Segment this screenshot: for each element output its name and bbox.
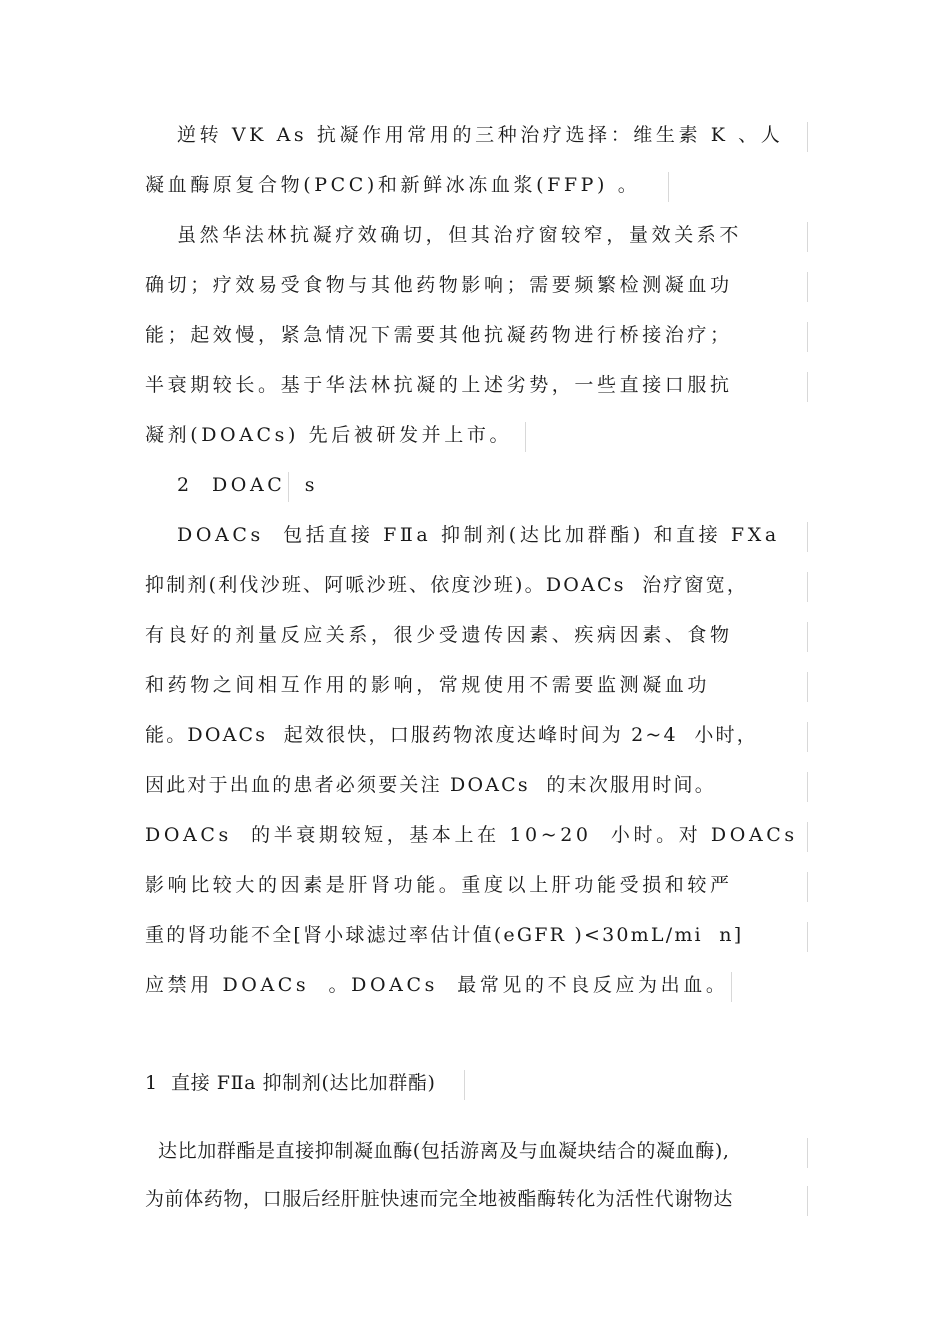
paragraph-line: DOACs 的半衰期较短，基本上在 10~20 小时。对 DOACs	[145, 822, 808, 852]
paragraph-line: DOACs 包括直接 FⅡa 抑制剂(达比加群酯) 和直接 FⅩa	[177, 522, 808, 552]
paragraph-line: 为前体药物，口服后经肝脏快速而完全地被酯酶转化为活性代谢物达	[145, 1186, 808, 1216]
paragraph-line: 重的肾功能不全[肾小球滤过率估计值(eGFR )<30mL/mi n]	[145, 922, 808, 952]
paragraph-line: 凝剂(DOACs) 先后被研发并上市。	[145, 422, 526, 452]
paragraph-line: 凝血酶原复合物(PCC)和新鲜冰冻血浆(FFP) 。	[145, 172, 669, 202]
paragraph-line: 应禁用 DOACs 。DOACs 最常见的不良反应为出血。	[145, 972, 732, 1002]
section-heading: 2 DOAC s	[177, 472, 289, 502]
paragraph-line: 影响比较大的因素是肝肾功能。重度以上肝功能受损和较严	[145, 872, 808, 902]
paragraph-line: 逆转 VK As 抗凝作用常用的三种治疗选择：维生素 K 、人	[177, 122, 808, 152]
paragraph-line: 有良好的剂量反应关系，很少受遗传因素、疾病因素、食物	[145, 622, 808, 652]
paragraph-line: 和药物之间相互作用的影响，常规使用不需要监测凝血功	[145, 672, 808, 702]
paragraph-line: 能；起效慢，紧急情况下需要其他抗凝药物进行桥接治疗；	[145, 322, 808, 352]
paragraph-line: 能。DOACs 起效很快，口服药物浓度达峰时间为 2~4 小时，	[145, 722, 808, 752]
subsection-heading: 1 直接 FⅡa 抑制剂(达比加群酯)	[145, 1070, 465, 1100]
paragraph-line: 因此对于出血的患者必须要关注 DOACs 的末次服用时间。	[145, 772, 808, 802]
paragraph-line: 半衰期较长。基于华法林抗凝的上述劣势，一些直接口服抗	[145, 372, 808, 402]
paragraph-line: 达比加群酯是直接抑制凝血酶(包括游离及与血凝块结合的凝血酶),	[158, 1138, 808, 1168]
paragraph-line: 抑制剂(利伐沙班、阿哌沙班、依度沙班)。DOACs 治疗窗宽，	[145, 572, 808, 602]
paragraph-line: 虽然华法林抗凝疗效确切，但其治疗窗较窄，量效关系不	[177, 222, 808, 252]
paragraph-line: 确切；疗效易受食物与其他药物影响；需要频繁检测凝血功	[145, 272, 808, 302]
